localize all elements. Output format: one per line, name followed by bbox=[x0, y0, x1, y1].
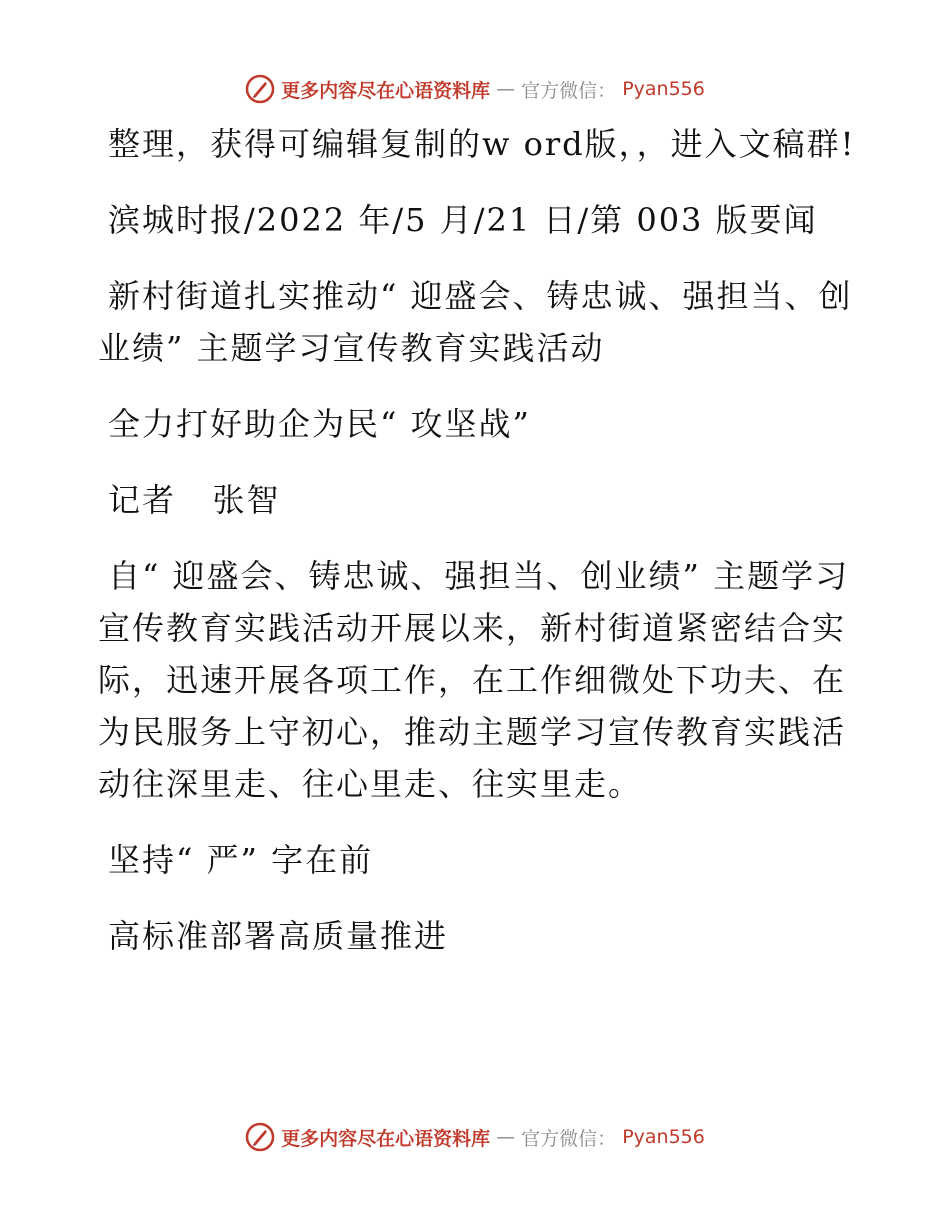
subheadline: 全力打好助企为民“ 攻坚战” bbox=[108, 405, 531, 443]
banner-dash: — bbox=[496, 78, 516, 100]
header-watermark-banner bbox=[0, 74, 950, 104]
banner-dash: — bbox=[496, 1126, 516, 1148]
quill-logo-icon bbox=[245, 1122, 275, 1152]
byline: 记者 张智 bbox=[108, 481, 281, 519]
banner-sub-text: 官方微信： bbox=[521, 79, 617, 102]
footer-watermark-banner bbox=[0, 1122, 950, 1152]
intro-note: 整理，获得可编辑复制的w ord版，，进入文稿群! bbox=[108, 125, 856, 163]
banner-wechat-id: Pyan556 bbox=[622, 78, 705, 100]
document-body bbox=[98, 118, 858, 986]
body-paragraph: 自“ 迎盛会、铸忠诚、强担当、创业绩” 主题学习宣传教育实践活动开展以来，新村街道紧密结合实际，迅速开展各项工作，在工作细微处下功夫、在为民服务上守初心，推动主题学习宣传教育实践活动往深里走、往心里走、往实里走。 bbox=[98, 557, 850, 803]
quill-logo-icon bbox=[245, 74, 275, 104]
banner-wechat-id: Pyan556 bbox=[622, 1126, 705, 1148]
source-line: 滨城时报/2022 年/5 月/21 日/第 003 版要闻 bbox=[108, 201, 818, 239]
section-subheading: 高标准部署高质量推进 bbox=[108, 917, 449, 955]
headline: 新村街道扎实推动“ 迎盛会、铸忠诚、强担当、创业绩” 主题学习宣传教育实践活动 bbox=[98, 277, 853, 367]
banner-main-text: 更多内容尽在心语资料库 bbox=[281, 1127, 491, 1150]
banner-main-text: 更多内容尽在心语资料库 bbox=[281, 79, 491, 102]
banner-sub-text: 官方微信： bbox=[521, 1127, 617, 1150]
section-heading: 坚持“ 严” 字在前 bbox=[108, 841, 374, 879]
